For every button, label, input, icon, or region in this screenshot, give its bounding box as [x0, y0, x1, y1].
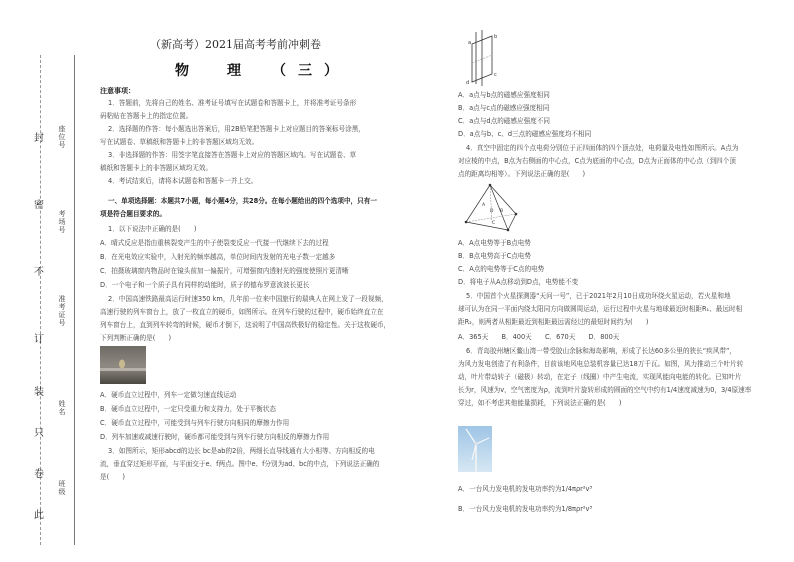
label-d: d	[466, 80, 470, 86]
notice-line: 3．非选择题的作答：用签字笔直接答在答题卡上对应的答题区域内。写在试题卷、草	[108, 151, 357, 159]
question-options: A．365天 B．400天 C．670天 D．800天	[458, 333, 620, 341]
binding-solid-line	[74, 55, 75, 545]
question-option: A．一台风力发电机的发电功率约为1/4πρr²v³	[458, 485, 593, 493]
question-stem: 流，垂直穿过矩形平面，与平面交于e、f两点。图中e、f分别为ad、bc的中点，下列说法正确的	[100, 460, 380, 468]
question-stem: 长为r，风速为v，空气密度为ρ，流到叶片旋转形成的圆面的空气中约有1/4速度减速为0，3/4原速率	[458, 386, 752, 394]
notice-line: 写在试题卷、草稿纸和答题卡上的非答题区域均无效。	[100, 138, 259, 146]
question-stem: 5．中国首个火星探测器“天问一号”，已于2021年2月10日成功环绕火星运动，若火星和地	[466, 292, 731, 300]
label-a: a	[468, 40, 472, 46]
question-stem: 3．如图所示，矩形abcd的边长 bc是ab的2倍，两细长直导线通有大小相等、方向相反的电	[108, 447, 375, 455]
question-option: C．A点的电势等于C点的电势	[458, 265, 545, 273]
question-stem: 1．以下说法中正确的是( )	[108, 225, 197, 233]
notice-line: 2．选择题的作答：每小题选出答案后，用2B铅笔把答题卡上对应题目的答案标号涂黑，	[108, 125, 365, 133]
question-option: D．列车加速或减速行驶时，硬币都可能受到与列车行驶方向相反的摩擦力作用	[100, 433, 330, 441]
name-label: 姓名	[58, 400, 66, 416]
tetrahedron-figure	[462, 182, 518, 234]
question-stem: 球可认为在同一平面内绕太阳同方向做圆周运动，运行过程中火星与地球最近时相距R₁、最远时相	[458, 305, 743, 313]
binding-char: 装	[34, 387, 44, 398]
notice-line: 稿纸和答题卡上的非答题区域均无效。	[100, 164, 213, 172]
question-stem: 下列判断正确的是( )	[100, 334, 172, 342]
question-option: D．一个电子和一个质子具有同样的动能时，质子的德布罗意波波长更长	[100, 281, 310, 289]
question-option: A．硬币直立过程中，列车一定做匀速直线运动	[100, 391, 237, 399]
question-stem: 动，叶片带动转子（磁极）转动，在定子（线圈）中产生电流，实现风能向电能的转化。已知叶片	[458, 373, 742, 381]
question-option: D．a点与b、c、d三点的磁感应强度均不相同	[458, 130, 592, 138]
question-stem: 距R₂，则两者从相距最近到相距最远需经过的最短时间约为( )	[458, 318, 649, 326]
question-stem: 对应棱的中点，B点为右侧面的中心点，C点为底面的中心点，D点为正面体的中心点（到四个顶	[458, 157, 736, 165]
question-stem: 6．青岛胶州塘区鳌山湾一带受胶山余脉和海岛影响，形成了长达60多公里的狭长“疾风带”，	[466, 347, 736, 355]
question-option: B．a点与c点的磁感应强度相同	[458, 104, 550, 112]
question-stem: 4．真空中固定的四个点电荷分别位于正四面体的四个顶点处，电荷量及电性如图所示。A点为	[466, 144, 739, 152]
question-option: A．a点与b点的磁感应强度相同	[458, 91, 550, 99]
notice-line: 1．答题前，先将自己的姓名、准考证号填写在试题卷和答题卡上，并将准考证号条形	[108, 99, 357, 107]
notice-line: 码粘贴在答题卡上的指定位置。	[100, 112, 193, 120]
wind-turbine-photo	[458, 426, 492, 472]
binding-char: 不	[34, 267, 44, 278]
question-option: C．a点与d点的磁感应强度不同	[458, 117, 550, 125]
question-stem: 穿过，如不考虑其他能量损耗，下列说法正确的是( )	[458, 399, 622, 407]
binding-char: 卷	[34, 469, 44, 480]
exam-room-label: 考场号	[58, 210, 66, 234]
question-stem: 点的距离均相等）。下列说法正确的是( )	[458, 170, 586, 178]
label-A: A	[482, 203, 486, 208]
exam-subtitle: （新高考）2021届高考考前冲刺卷	[150, 38, 321, 51]
binding-margin	[28, 55, 80, 545]
question-stem: 2．中国高速铁路最高运行时速350 km，几年前一位来中国旅行的瑞典人在网上发了一段视频，	[108, 295, 388, 303]
label-C: C	[492, 221, 496, 226]
question-stem: 列车窗台上，直到列车转弯的时候，硬币才倒下，这说明了中国高铁极好的稳定性。关于这枚硬币，	[100, 321, 391, 329]
question-option: B．硬币直立过程中，一定只受重力和支持力，处于平衡状态	[100, 405, 276, 413]
question-option: A．A点电势等于B点电势	[458, 239, 531, 247]
question-stem: 高速行驶的列车窗台上，放了一枚直立的硬币，如图所示。在列车行驶的过程中，硬币始终直立在	[100, 308, 384, 316]
label-c: c	[494, 72, 497, 78]
binding-char: 此	[34, 510, 44, 521]
binding-char: 密	[34, 200, 44, 211]
question-option: B．一台风力发电机的发电功率约为1/8πρr²v³	[458, 505, 593, 513]
admission-number-label: 准考证号	[58, 295, 66, 327]
exam-title: 物 理 （三）	[175, 63, 350, 79]
section-heading: 一、单项选择题：本题共7小题，每小题4分，共28分。在每小题给出的四个选项中，只有一	[108, 197, 377, 205]
section-heading: 项是符合题目要求的。	[100, 210, 166, 218]
label-b: b	[494, 34, 498, 40]
question-option: C．硬币直立过程中，可能受到与列车行驶方向相同的摩擦力作用	[100, 419, 290, 427]
label-B: B	[500, 209, 504, 214]
rectangle-wires-figure	[462, 30, 502, 86]
question-stem: 是( )	[100, 473, 125, 481]
binding-char: 订	[34, 334, 44, 345]
question-option: A．晴式反应是指由重核裂变产生的中子使裂变反应一代接一代继续下去的过程	[100, 239, 329, 247]
seat-number-label: 座位号	[58, 125, 66, 149]
notice-heading: 注意事项：	[100, 87, 135, 95]
binding-char: 封	[34, 133, 44, 144]
label-D: D	[490, 209, 494, 214]
question-option: C．拍摄玻璃窗内物品时在镜头前加一偏振片，可增强窗内透射光的强度使照片更清晰	[100, 267, 349, 275]
notice-line: 4．考试结束后，请将本试题卷和答题卡一并上交。	[108, 177, 258, 185]
question-option: B．B点电势高于C点电势	[458, 252, 531, 260]
coin-on-train-photo	[100, 346, 146, 384]
question-option: B．在光电效应实验中，入射光的频率越高，单位时间内发射的光电子数一定越多	[100, 253, 336, 261]
binding-char: 只	[34, 428, 44, 439]
question-option: D．将电子从A点移动到D点，电势能不变	[458, 278, 579, 286]
question-stem: 为风力发电创造了有利条件，目前该地风电总装机容量已达18万千瓦。如图，风力推动三个叶片转	[458, 360, 744, 368]
class-label: 班级	[58, 480, 66, 496]
